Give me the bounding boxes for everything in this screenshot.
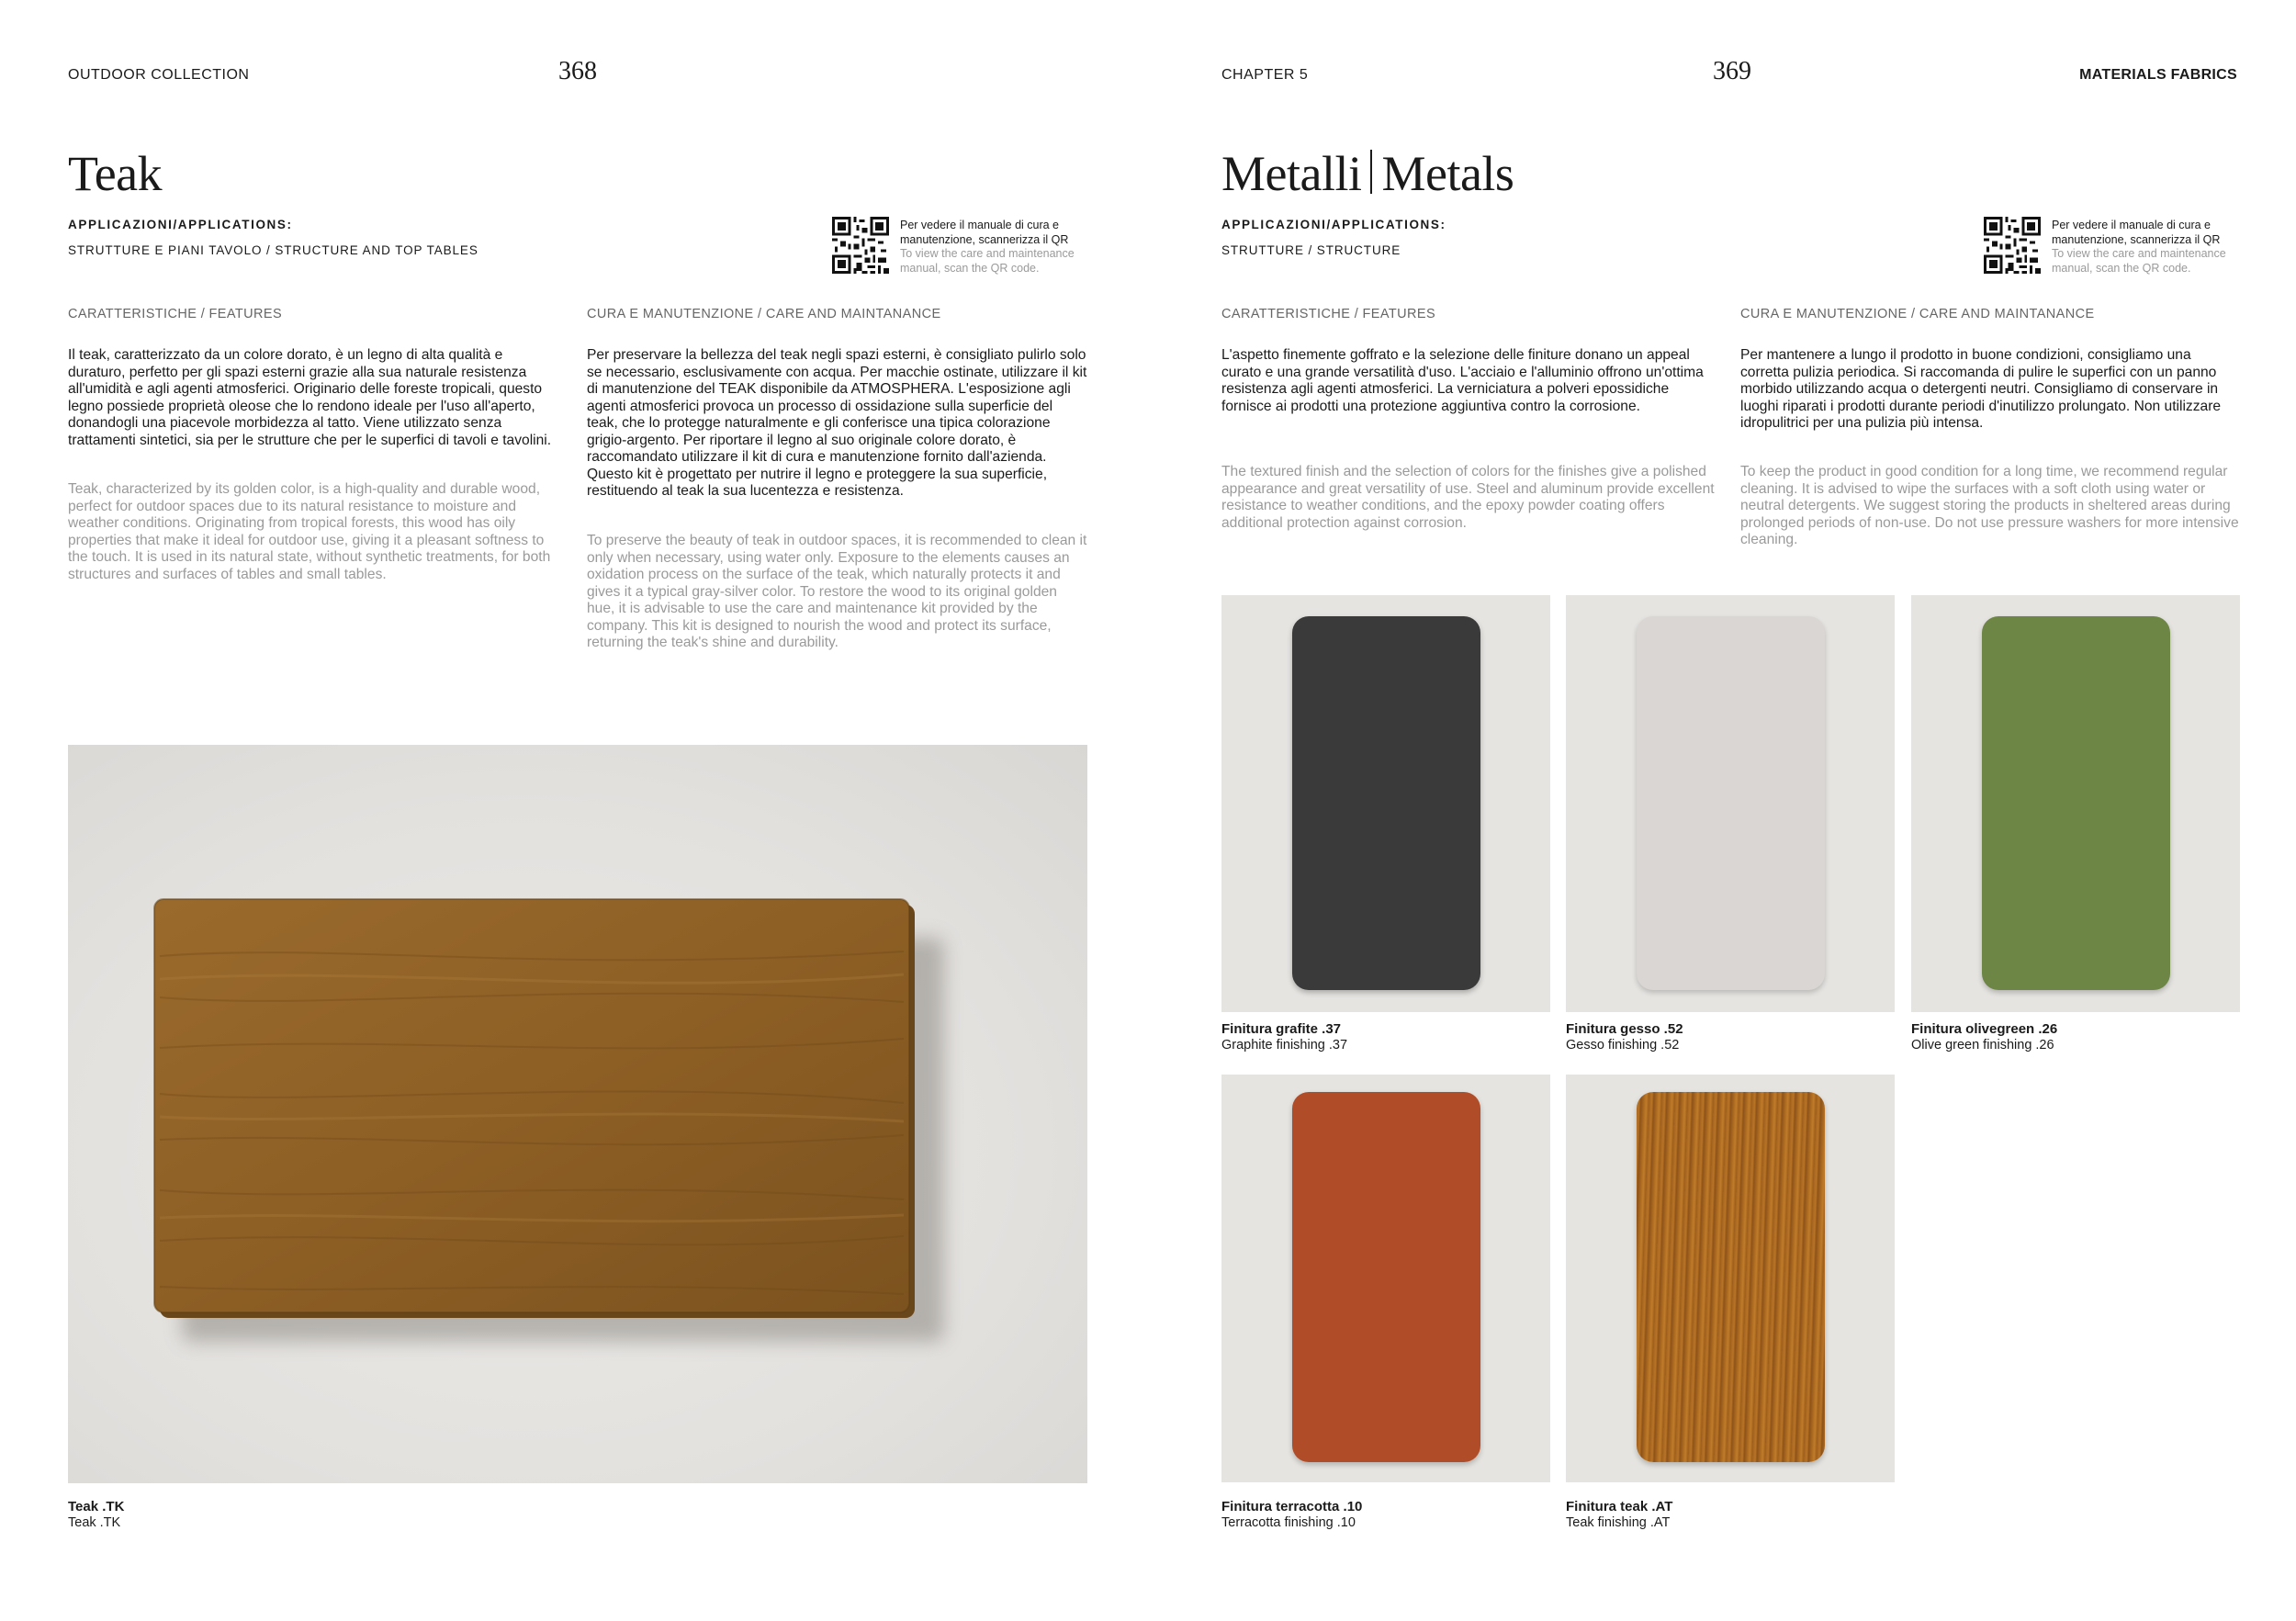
finish-title: Finitura teak .AT (1566, 1499, 1673, 1514)
chapter-header: CHAPTER 5 (1221, 67, 1309, 83)
care-text-it: Per mantenere a lungo il prodotto in buone condizioni, consigliamo una corretta pulizia periodica. Si raccomanda di pulire le superfici con un panno morbido utilizzando acqua o detergenti neutri. Consigliamo di conservare in luoghi riparati i prodotti durante periodi d'inutilizzo prolungato. Non utilizzare idropulitrici per una pulizia più intensa. (1740, 347, 2222, 431)
qr-text-en: To view the care and maintenance manual, scan the QR code. (900, 247, 1075, 275)
swatch-terracotta (1292, 1092, 1480, 1462)
applications-value: STRUTTURE / STRUCTURE (1221, 243, 1401, 257)
title-italian: Metalli (1221, 146, 1362, 201)
qr-instructions (900, 219, 1084, 276)
applications-heading: APPLICAZIONI/APPLICATIONS: (1221, 218, 1446, 231)
teak-block-image (68, 745, 1087, 1483)
finish-subtitle: Olive green finishing .26 (1911, 1038, 2054, 1053)
applications-value: STRUTTURE E PIANI TAVOLO / STRUCTURE AND TOP TABLES (68, 243, 478, 257)
qr-code-icon[interactable] (1984, 217, 2041, 274)
qr-instructions (2052, 219, 2235, 276)
finish-card-teak (1566, 1075, 1895, 1482)
page-title: Teak (68, 146, 163, 201)
qr-text-it: Per vedere il manuale di cura e manutenzione, scannerizza il QR (900, 219, 1069, 246)
finish-title: Finitura gesso .52 (1566, 1021, 1683, 1037)
qr-text-it: Per vedere il manuale di cura e manutenzione, scannerizza il QR (2052, 219, 2221, 246)
section-header-right: MATERIALS FABRICS (2079, 67, 2237, 83)
qr-text-en: To view the care and maintenance manual, scan the QR code. (2052, 247, 2226, 275)
features-text-en: The textured finish and the selection of colors for the finishes give a polished appearance and great versatility of use. Steel and aluminum provide excellent resistance to weather conditions, and the epoxy powder coating offers additional protection against corrosion. (1221, 464, 1715, 531)
page-number: 369 (1713, 57, 1751, 85)
finish-subtitle: Graphite finishing .37 (1221, 1038, 1348, 1053)
teak-caption-title: Teak .TK (68, 1499, 125, 1514)
finish-title: Finitura olivegreen .26 (1911, 1021, 2058, 1037)
finish-card-olivegreen (1911, 595, 2240, 1012)
teak-caption-subtitle: Teak .TK (68, 1515, 121, 1530)
features-text-it: Il teak, caratterizzato da un colore dorato, è un legno di alta qualità e duraturo, perfetto per gli spazi esterni grazie alla sua naturale resistenza all'umidità e agli agenti atmosferici. Originario delle foreste tropicali, questo legno possiede proprietà oleose che lo rendono ideale per l'uso all'aperto, donandogli una piacevole morbidezza al tatto. Viene utilizzato senza trattamenti sintetici, sia per le strutture che per le superfici di tavoli e tavolini. (68, 347, 552, 448)
title-english: Metals (1381, 146, 1514, 201)
care-text-en: To preserve the beauty of teak in outdoor spaces, it is recommended to clean it only when necessary, using water only. Exposure to the elements causes an oxidation process on the surface of the teak, which naturally protects it and gives it a typical gray-silver color. To restore the wood to its original golden hue, it is advisable to use the care and maintenance kit provided by the company. This kit is designed to nourish the wood and protect its surface, returning the teak's shine and durability. (587, 533, 1087, 650)
features-text-en: Teak, characterized by its golden color, is a high-quality and durable wood, perfect for outdoor spaces due to its natural resistance to moisture and weather conditions. Originating from tropical forests, this wood has oily properties that make it ideal for outdoor use, giving it a pleasant softness to the touch. It is used in its natural state, without synthetic treatments, for both structures and surfaces of tables and small tables. (68, 481, 551, 582)
finish-subtitle: Teak finishing .AT (1566, 1515, 1671, 1530)
features-text-it: L'aspetto finemente goffrato e la selezione delle finiture donano un appeal curato e una grande versatilità d'uso. L'acciaio e l'alluminio offrono un'ottima resistenza agli agenti atmosferici. La verniciatura a polveri epossidiche fornisce ai prodotti una protezione aggiuntiva contro la corrosione. (1221, 347, 1704, 414)
care-text-en: To keep the product in good condition for a long time, we recommend regular cleaning. It is advised to wipe the surfaces with a soft cloth using water or neutral detergents. We suggest storing the products in sheltered areas during prolonged periods of non-use. Do not use pressure washers for more intensive cleaning. (1740, 464, 2239, 547)
features-heading: CARATTERISTICHE / FEATURES (1221, 307, 1436, 321)
finish-card-terracotta (1221, 1075, 1550, 1482)
qr-code-icon[interactable] (832, 217, 889, 274)
applications-heading: APPLICAZIONI/APPLICATIONS: (68, 218, 293, 231)
swatch-graphite (1292, 616, 1480, 990)
title-divider (1370, 150, 1372, 194)
page-number: 368 (558, 57, 597, 85)
teak-sample-photo (68, 745, 1087, 1483)
care-heading: CURA E MANUTENZIONE / CARE AND MAINTANANCE (1740, 307, 2095, 321)
finish-title: Finitura grafite .37 (1221, 1021, 1342, 1037)
swatch-teak (1637, 1092, 1825, 1462)
finish-card-graphite (1221, 595, 1550, 1012)
finish-title: Finitura terracotta .10 (1221, 1499, 1363, 1514)
swatch-gesso (1637, 616, 1825, 990)
section-header: OUTDOOR COLLECTION (68, 67, 250, 83)
finish-subtitle: Terracotta finishing .10 (1221, 1515, 1356, 1530)
care-text-it: Per preservare la bellezza del teak negli spazi esterni, è consigliato pulirlo solo se necessario, esclusivamente con acqua. Per macchie ostinate, utilizzare il kit di manutenzione del TEAK disponibile da ATMOSPHERA. L'esposizione agli agenti atmosferici provoca un processo di ossidazione sulla superficie del teak, che lo protegge naturalmente e gli conferisce una tipica colorazione grigio-argento. Per riportare il legno al suo originale colore dorato, è raccomandato utilizzare il kit di cura e manutenzione fornito dall'azienda. Questo kit è progettato per nutrire il legno e proteggere la sua superficie, restituendo al teak la sua lucentezza e resistenza. (587, 347, 1087, 499)
care-heading: CURA E MANUTENZIONE / CARE AND MAINTANANCE (587, 307, 941, 321)
page-title (1221, 146, 1514, 201)
swatch-olivegreen (1982, 616, 2170, 990)
finish-subtitle: Gesso finishing .52 (1566, 1038, 1680, 1053)
finish-card-gesso (1566, 595, 1895, 1012)
features-heading: CARATTERISTICHE / FEATURES (68, 307, 283, 321)
